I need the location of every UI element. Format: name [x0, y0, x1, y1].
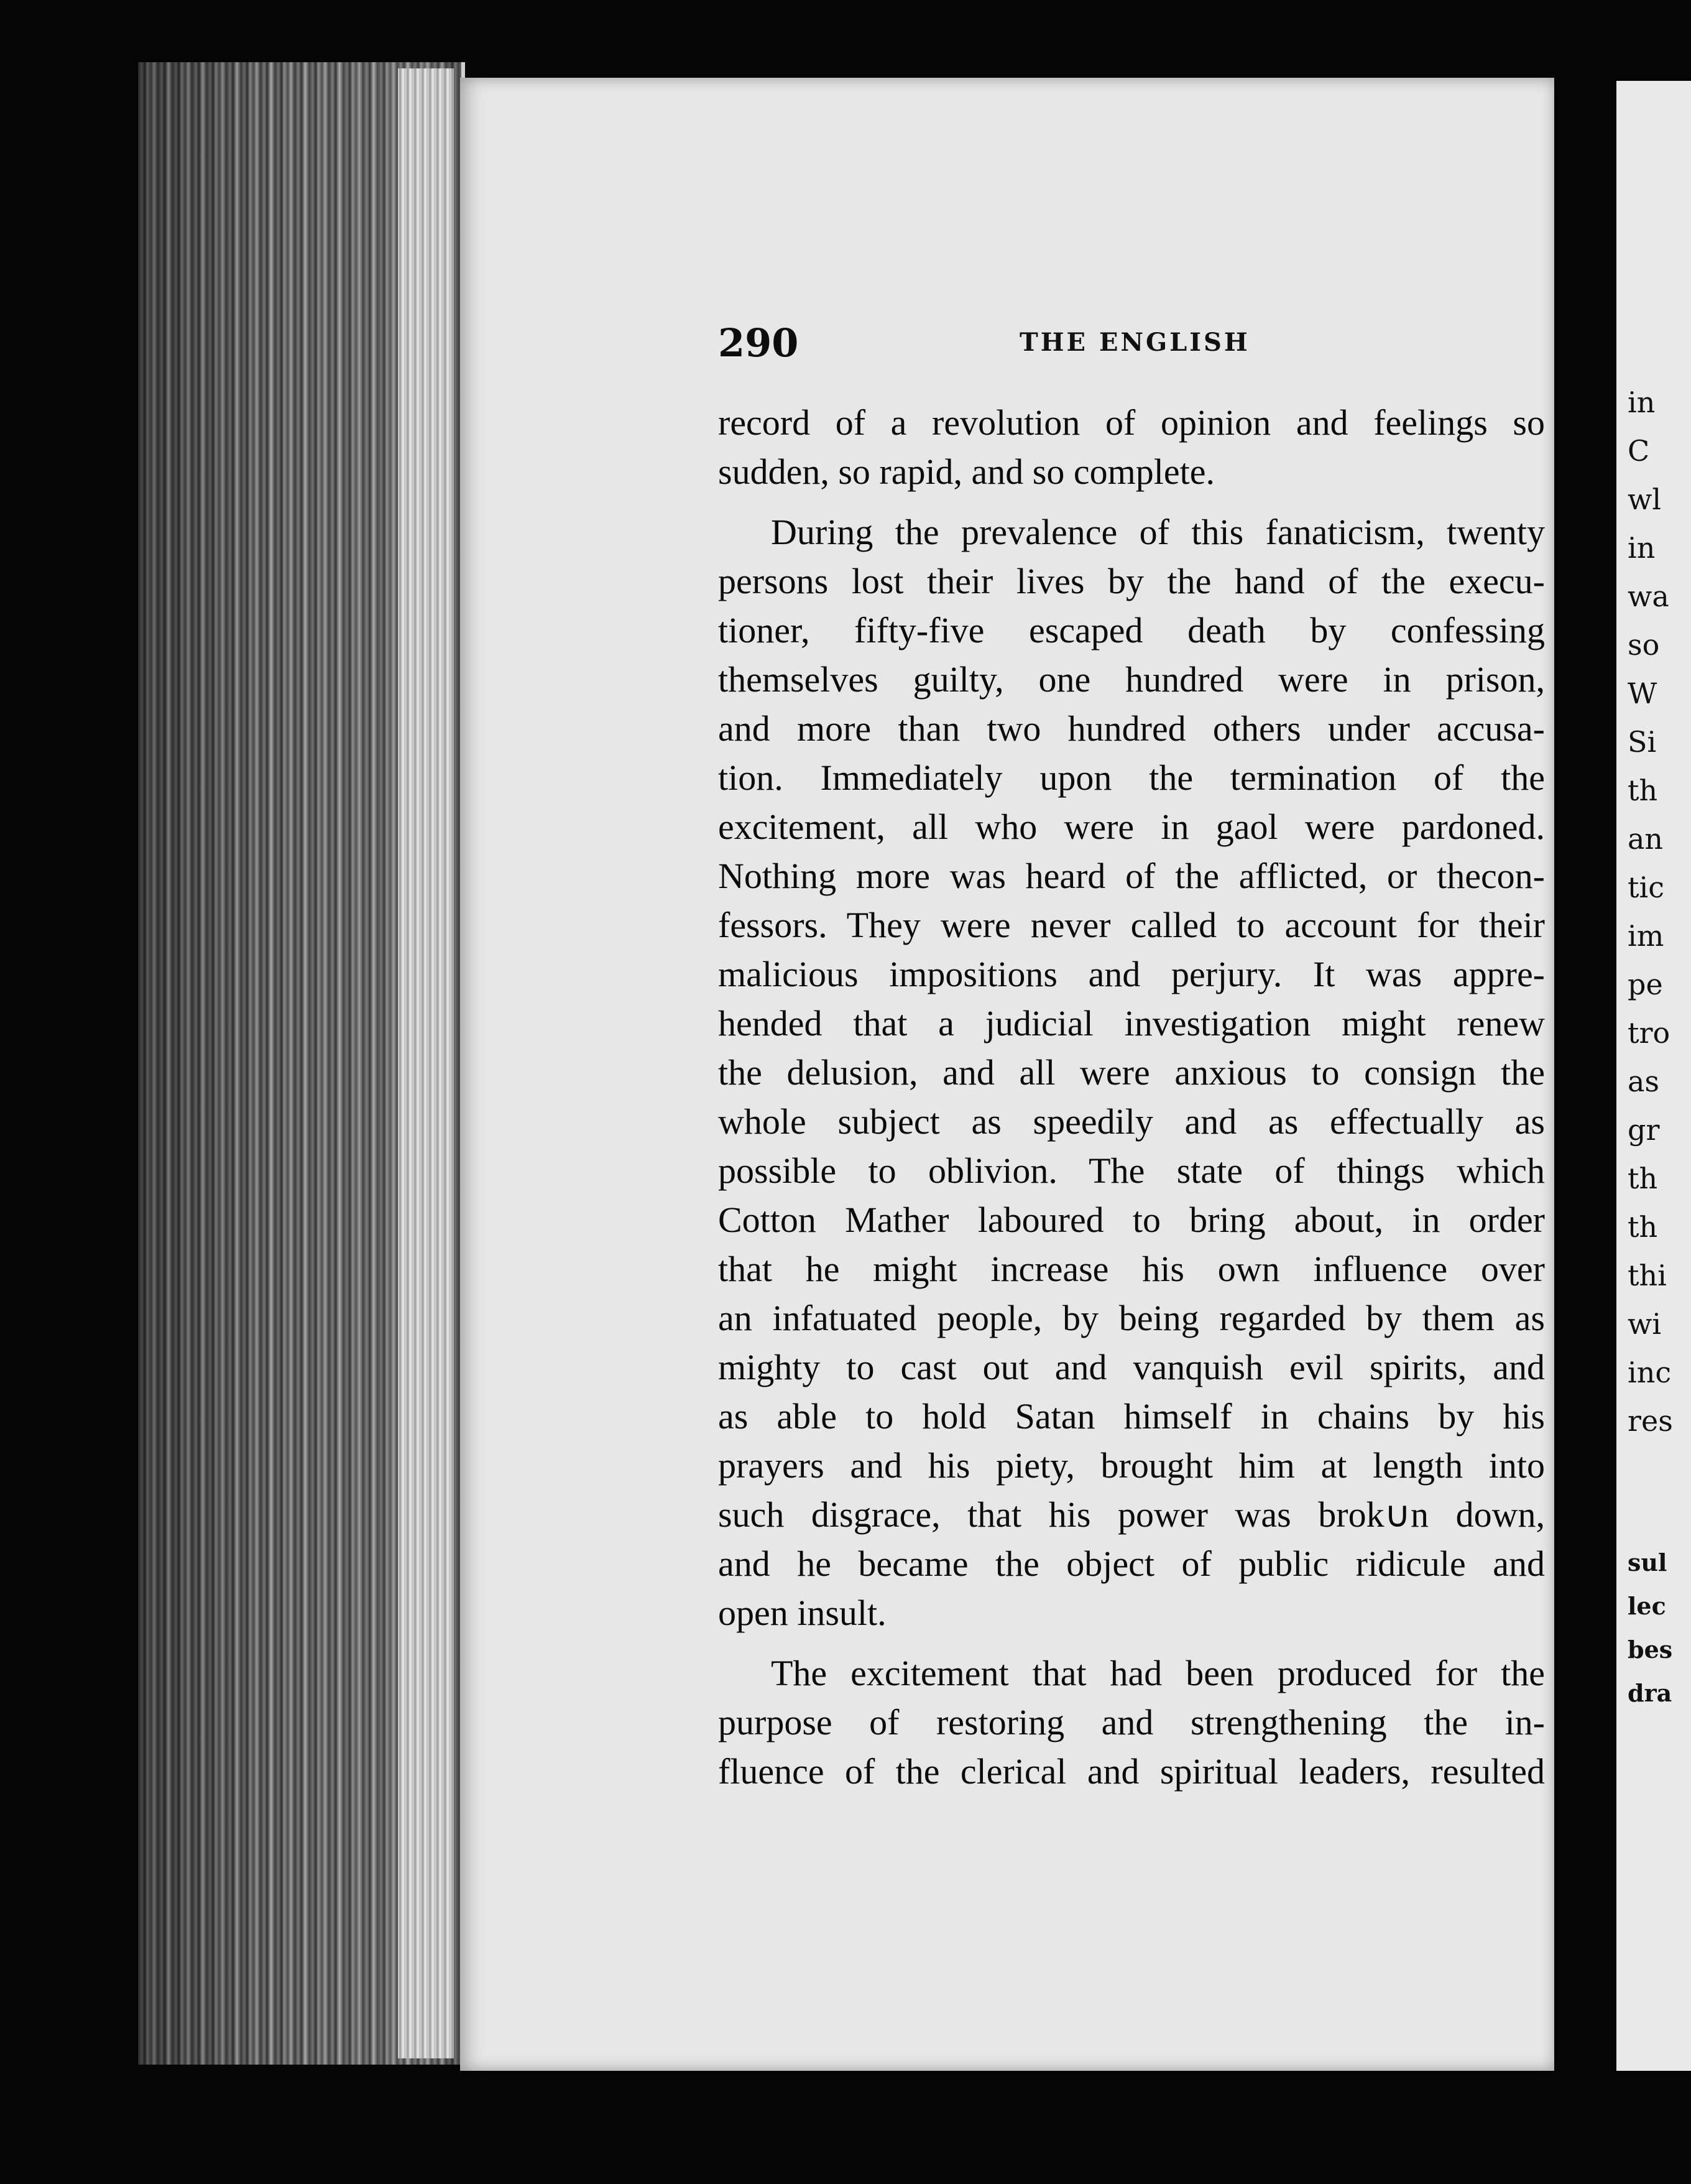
text-line: record of a revolution of opinion and feelings so — [718, 402, 1545, 443]
text-line: tioner, fifty-five escaped death by confessing — [718, 610, 1545, 650]
text-line: excitement, all who were in gaol were pardoned. — [718, 807, 1545, 847]
fragment-text: Si — [1628, 725, 1657, 759]
text-line: fessors. They were never called to account for their — [718, 905, 1545, 945]
fragment-text: lec — [1628, 1592, 1666, 1620]
text-line: Cotton Mather laboured to bring about, in order — [718, 1200, 1545, 1240]
page-number: 290 — [718, 320, 799, 366]
paragraph-gap — [718, 1637, 1545, 1649]
body-text — [718, 398, 1545, 1796]
fragment-text: im — [1628, 919, 1664, 953]
fragment-text: an — [1628, 822, 1664, 856]
fragment-text: res — [1628, 1404, 1673, 1438]
fragment-text: wa — [1628, 580, 1669, 613]
fragment-text: wl — [1628, 483, 1662, 516]
adjacent-page-fragment — [1616, 81, 1691, 2071]
fragment-text: thi — [1628, 1259, 1667, 1292]
text-line: hended that a judicial investigation might renew — [718, 1003, 1545, 1043]
text-line: mighty to cast out and vanquish evil spirits, and — [718, 1347, 1545, 1387]
text-line: as able to hold Satan himself in chains by his — [718, 1396, 1545, 1437]
fragment-text: inc — [1628, 1356, 1672, 1389]
fragment-text: th — [1628, 1162, 1658, 1195]
fragment-text: th — [1628, 774, 1658, 807]
page-heading: THE ENGLISH — [1020, 328, 1250, 357]
fragment-text: sul — [1628, 1548, 1667, 1576]
text-line: that he might increase his own influence over — [718, 1249, 1545, 1289]
paragraph-gap — [718, 496, 1545, 507]
text-line: Nothing more was heard of the afflicted, or thecon- — [718, 856, 1545, 896]
fragment-text: dra — [1628, 1679, 1672, 1707]
text-line: and he became the object of public ridicule and — [718, 1543, 1545, 1584]
fragment-text: bes — [1628, 1636, 1673, 1663]
text-line: persons lost their lives by the hand of the execu- — [718, 561, 1545, 601]
fragment-text: wi — [1628, 1307, 1662, 1341]
text-line: the delusion, and all were anxious to consign the — [718, 1052, 1545, 1093]
fragment-text: gr — [1628, 1113, 1660, 1147]
text-line: The excitement that had been produced for the — [771, 1653, 1545, 1693]
text-line: possible to oblivion. The state of things which — [718, 1150, 1545, 1191]
text-line: tion. Immediately upon the termination of the — [718, 757, 1545, 798]
text-line: open insult. — [718, 1593, 887, 1633]
text-line: fluence of the clerical and spiritual leaders, resulted — [718, 1751, 1545, 1792]
fragment-text: C — [1628, 434, 1650, 468]
fragment-text: so — [1628, 628, 1660, 662]
running-head — [718, 320, 1545, 370]
text-line: themselves guilty, one hundred were in prison, — [718, 659, 1545, 700]
text-line: During the prevalence of this fanaticism, twenty — [771, 512, 1545, 552]
fragment-text: tic — [1628, 871, 1664, 904]
book-inner-edges — [398, 68, 454, 2058]
text-line: and more than two hundred others under accusa- — [718, 708, 1545, 749]
fragment-text: pe — [1628, 968, 1663, 1001]
fragment-text: as — [1628, 1065, 1660, 1098]
text-line: malicious impositions and perjury. It was appre- — [718, 954, 1545, 994]
text-line: such disgrace, that his power was brok∪n down, — [718, 1494, 1545, 1535]
fragment-text: in — [1628, 531, 1656, 565]
text-line: whole subject as speedily and as effectually as — [718, 1101, 1545, 1142]
text-line: sudden, so rapid, and so complete. — [718, 451, 1215, 492]
text-line: prayers and his piety, brought him at length into — [718, 1445, 1545, 1486]
fragment-text: tro — [1628, 1016, 1670, 1050]
fragment-text: in — [1628, 386, 1656, 419]
fragment-text: W — [1628, 677, 1657, 710]
text-line: purpose of restoring and strengthening the in- — [718, 1702, 1545, 1742]
text-line: an infatuated people, by being regarded by them as — [718, 1298, 1545, 1338]
fragment-text: th — [1628, 1210, 1658, 1244]
